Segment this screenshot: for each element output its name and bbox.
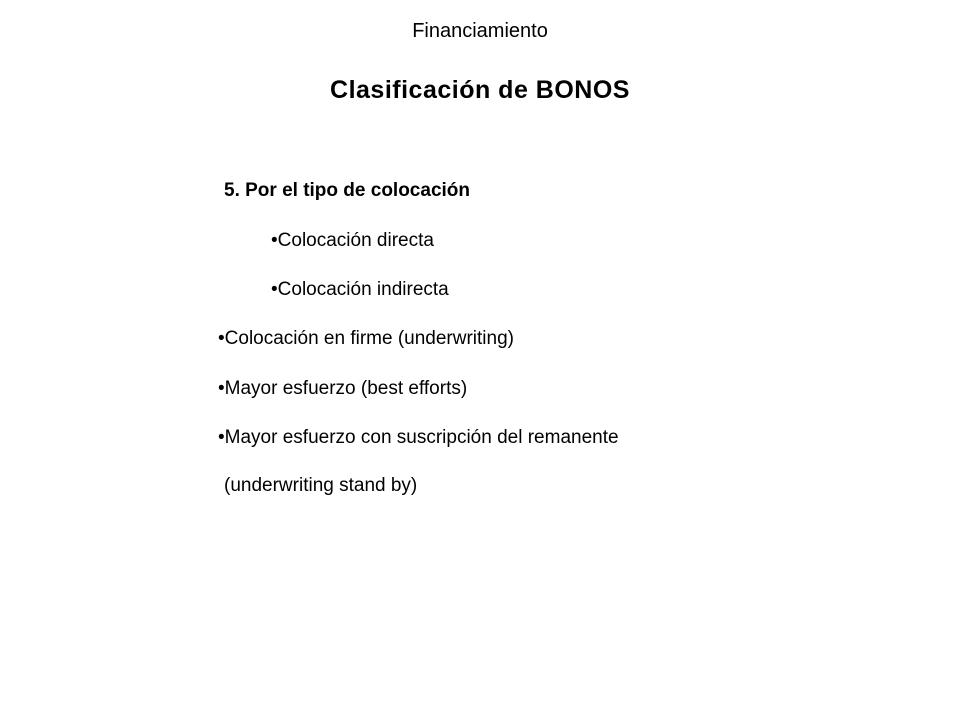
item-mayor-esfuerzo-suscripcion: •Mayor esfuerzo con suscripción del remanente [218, 427, 619, 448]
sub-item-colocacion-directa: •Colocación directa [271, 230, 434, 251]
slide-top-label: Financiamiento [412, 20, 548, 42]
slide-title: Clasificación de BONOS [330, 76, 630, 104]
section-heading: 5. Por el tipo de colocación [224, 180, 470, 201]
item-mayor-esfuerzo: •Mayor esfuerzo (best efforts) [218, 378, 468, 399]
sub-item-colocacion-indirecta: •Colocación indirecta [271, 279, 449, 300]
item-colocacion-en-firme: •Colocación en firme (underwriting) [218, 328, 514, 349]
item-continuation: (underwriting stand by) [224, 475, 418, 496]
